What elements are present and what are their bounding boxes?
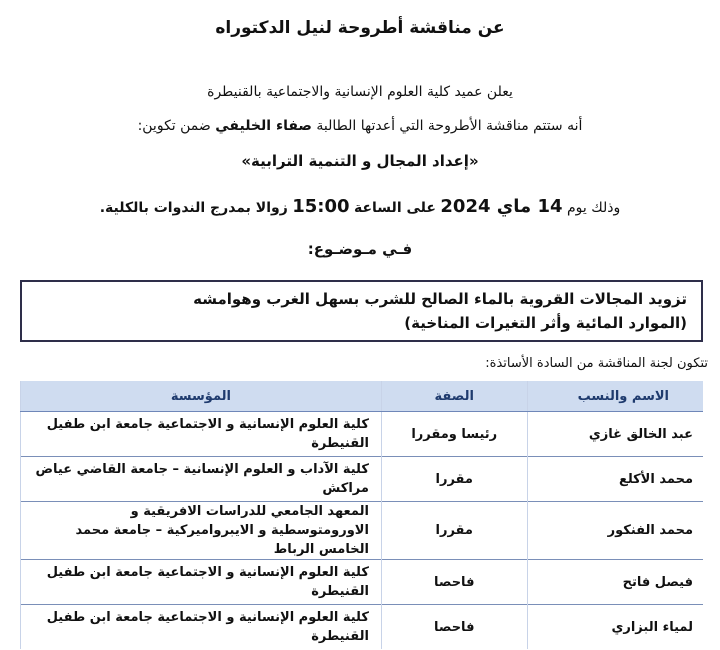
table-row <box>21 605 704 650</box>
subject-box <box>20 280 703 342</box>
member-role: مقررا <box>381 502 527 560</box>
member-institution: المعهد الجامعي للدراسات الافريقية و الاورومتوسطية و الايبرواميركية – جامعة محمد الخامس الرباط <box>21 502 382 560</box>
member-role: فاحصا <box>381 605 527 650</box>
intro-line <box>10 118 710 134</box>
member-role: فاحصا <box>381 560 527 605</box>
member-name: لمياء البزاري <box>527 605 703 650</box>
member-institution: كلية العلوم الإنسانية و الاجتماعية جامعة ابن طفيل القنيطرة <box>21 605 382 650</box>
intro-prefix: أنه ستتم مناقشة الأطروحة التي أعدتها الطالبة <box>316 118 583 134</box>
member-name: محمد الأكلع <box>527 457 703 502</box>
schedule-line <box>0 196 720 217</box>
student-name: صفاء الخليفي <box>215 118 312 134</box>
intro-suffix: ضمن تكوين: <box>137 118 211 134</box>
defense-date: 14 ماي 2024 <box>440 196 563 217</box>
table-row <box>21 560 704 605</box>
committee-note: تتكون لجنة المناقشة من السادة الأساتذة: <box>485 356 708 371</box>
header-name: الاسم والنسب <box>527 381 703 412</box>
member-role: رئيسا ومقررا <box>381 412 527 457</box>
announcement-line: يعلن عميد كلية العلوم الإنسانية والاجتماعية بالقنيطرة <box>207 84 513 100</box>
header-institution: المؤسسة <box>21 381 382 412</box>
schedule-mid: على الساعة <box>354 200 436 216</box>
table-row <box>21 457 704 502</box>
subject-line-2: (الموارد المائية وأثر التغيرات المناخية) <box>404 314 687 332</box>
program-title: «إعداد المجال و التنمية الترابية» <box>241 152 479 170</box>
committee-table <box>20 381 703 649</box>
subject-label: فـي مـوضـوع: <box>307 240 413 258</box>
member-institution: كلية العلوم الإنسانية و الاجتماعية جامعة ابن طفيل القنيطرة <box>21 560 382 605</box>
table-row <box>21 502 704 560</box>
schedule-suffix: زوالا بمدرج الندوات بالكلية. <box>99 200 288 216</box>
header-role: الصفة <box>381 381 527 412</box>
member-name: فيصل فاتح <box>527 560 703 605</box>
table-header-row <box>21 381 704 412</box>
member-institution: كلية الآداب و العلوم الإنسانية – جامعة القاضي عياض مراكش <box>21 457 382 502</box>
member-name: عبد الخالق غازي <box>527 412 703 457</box>
member-role: مقررا <box>381 457 527 502</box>
subject-line-1: تزويد المجالات القروية بالماء الصالح للشرب بسهل الغرب وهوامشه <box>193 290 687 308</box>
document-title: عن مناقشة أطروحة لنيل الدكتوراه <box>215 18 505 38</box>
member-institution: كلية العلوم الإنسانية و الاجتماعية جامعة ابن طفيل القنيطرة <box>21 412 382 457</box>
member-name: محمد الفنكور <box>527 502 703 560</box>
schedule-prefix: وذلك يوم <box>566 200 621 216</box>
defense-time: 15:00 <box>292 196 350 217</box>
table-row <box>21 412 704 457</box>
